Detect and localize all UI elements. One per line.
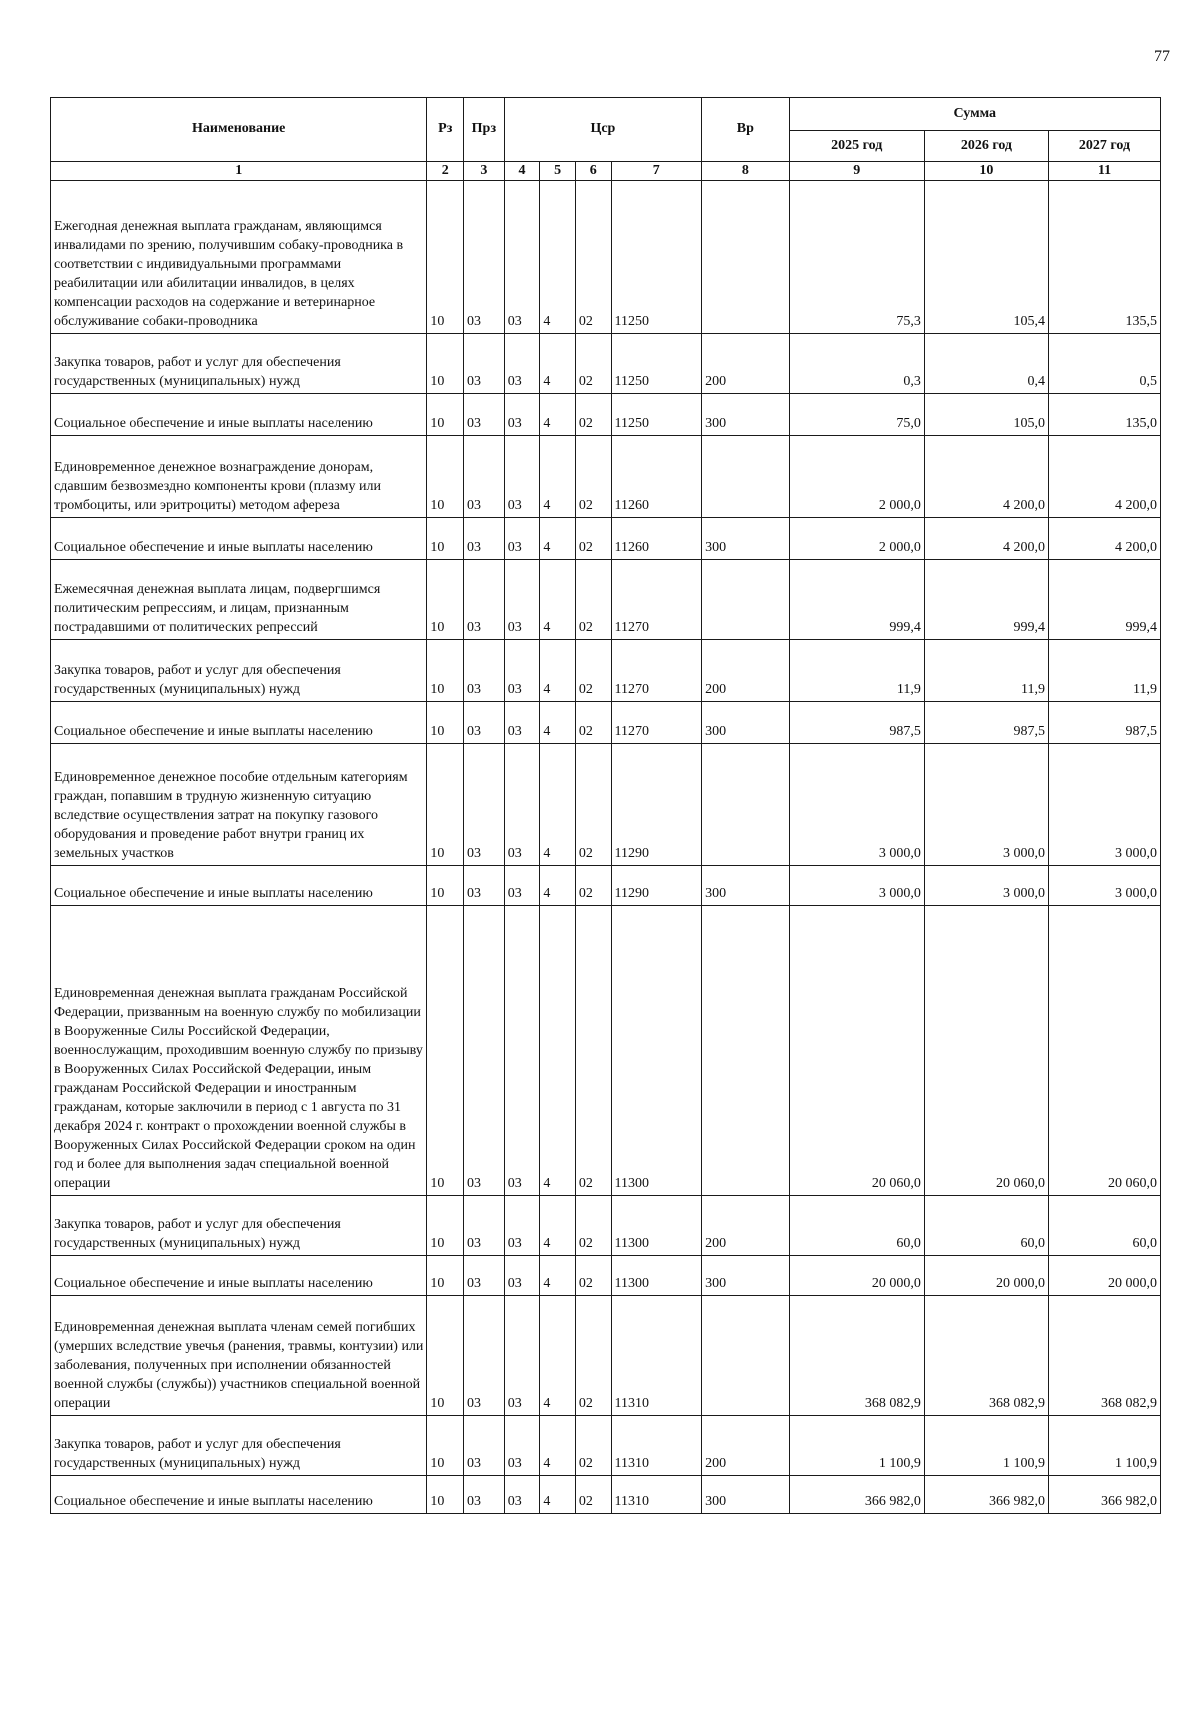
csr-part-7: 11300 [611,1256,702,1296]
amount-2026: 987,5 [924,702,1048,744]
amount-2027: 0,5 [1048,334,1160,394]
column-number: 3 [464,162,505,181]
header-csr: Цср [504,98,701,162]
amount-2025: 987,5 [789,702,924,744]
item-name: Социальное обеспечение и иные выплаты населению [51,394,427,436]
table-row [51,1296,1161,1416]
csr-part-5: 4 [540,744,576,866]
csr-part-6: 02 [575,702,611,744]
header-year-2025: 2025 год [789,131,924,162]
rz-code: 10 [427,1296,464,1416]
amount-2025: 75,3 [789,181,924,334]
item-name: Закупка товаров, работ и услуг для обеспечения государственных (муниципальных) нужд [51,1416,427,1476]
csr-part-7: 11250 [611,181,702,334]
csr-part-4: 03 [504,518,540,560]
table-row [51,518,1161,560]
table-row [51,1416,1161,1476]
vr-code: 200 [702,334,789,394]
amount-2027: 4 200,0 [1048,518,1160,560]
csr-part-4: 03 [504,744,540,866]
amount-2027: 20 060,0 [1048,906,1160,1196]
column-number: 2 [427,162,464,181]
item-name: Закупка товаров, работ и услуг для обеспечения государственных (муниципальных) нужд [51,1196,427,1256]
rz-code: 10 [427,1416,464,1476]
vr-code: 300 [702,1256,789,1296]
amount-2026: 60,0 [924,1196,1048,1256]
amount-2027: 3 000,0 [1048,866,1160,906]
csr-part-4: 03 [504,334,540,394]
amount-2026: 366 982,0 [924,1476,1048,1514]
amount-2027: 1 100,9 [1048,1416,1160,1476]
amount-2027: 11,9 [1048,640,1160,702]
csr-part-5: 4 [540,1256,576,1296]
csr-part-5: 4 [540,1196,576,1256]
csr-part-7: 11300 [611,1196,702,1256]
header-year-2026: 2026 год [924,131,1048,162]
csr-part-5: 4 [540,1476,576,1514]
rz-code: 10 [427,1256,464,1296]
rz-code: 10 [427,906,464,1196]
prz-code: 03 [464,181,505,334]
csr-part-4: 03 [504,560,540,640]
csr-part-7: 11300 [611,906,702,1196]
amount-2027: 3 000,0 [1048,744,1160,866]
vr-code: 300 [702,394,789,436]
rz-code: 10 [427,334,464,394]
table-row [51,436,1161,518]
amount-2026: 11,9 [924,640,1048,702]
csr-part-7: 11260 [611,436,702,518]
amount-2026: 3 000,0 [924,866,1048,906]
amount-2025: 3 000,0 [789,866,924,906]
csr-part-6: 02 [575,436,611,518]
csr-part-4: 03 [504,1416,540,1476]
prz-code: 03 [464,866,505,906]
header-prz: Прз [464,98,505,162]
item-name: Социальное обеспечение и иные выплаты населению [51,518,427,560]
amount-2026: 20 000,0 [924,1256,1048,1296]
csr-part-7: 11260 [611,518,702,560]
rz-code: 10 [427,518,464,560]
amount-2025: 60,0 [789,1196,924,1256]
csr-part-4: 03 [504,702,540,744]
vr-code: 200 [702,1416,789,1476]
table-row [51,394,1161,436]
csr-part-7: 11270 [611,560,702,640]
csr-part-4: 03 [504,1476,540,1514]
rz-code: 10 [427,640,464,702]
table-body [51,181,1161,1514]
csr-part-6: 02 [575,1296,611,1416]
csr-part-5: 4 [540,394,576,436]
csr-part-6: 02 [575,744,611,866]
amount-2027: 135,5 [1048,181,1160,334]
csr-part-7: 11310 [611,1296,702,1416]
vr-code [702,436,789,518]
csr-part-5: 4 [540,640,576,702]
amount-2027: 366 982,0 [1048,1476,1160,1514]
csr-part-6: 02 [575,866,611,906]
header-vr: Вр [702,98,789,162]
prz-code: 03 [464,436,505,518]
vr-code: 200 [702,640,789,702]
prz-code: 03 [464,906,505,1196]
csr-part-7: 11250 [611,394,702,436]
csr-part-7: 11290 [611,744,702,866]
vr-code [702,560,789,640]
amount-2027: 135,0 [1048,394,1160,436]
csr-part-6: 02 [575,560,611,640]
amount-2025: 20 000,0 [789,1256,924,1296]
csr-part-6: 02 [575,640,611,702]
csr-part-4: 03 [504,1296,540,1416]
rz-code: 10 [427,394,464,436]
csr-part-4: 03 [504,866,540,906]
table-row [51,334,1161,394]
csr-part-6: 02 [575,334,611,394]
item-name: Единовременное денежное пособие отдельным категориям граждан, попавшим в трудную жизненную ситуацию вследствие осуществления затрат на покупку газового оборудования и проведение работ внутри границ их земельных участков [51,744,427,866]
item-name: Единовременная денежная выплата членам семей погибших (умерших вследствие увечья (ранения, травмы, контузии) или заболевания, полученных при исполнении обязанностей военной службы (службы)) участников специальной военной операции [51,1296,427,1416]
table-row [51,866,1161,906]
csr-part-5: 4 [540,702,576,744]
table-header [51,98,1161,181]
budget-table [50,97,1161,1514]
vr-code: 300 [702,866,789,906]
csr-part-5: 4 [540,906,576,1196]
header-rz: Рз [427,98,464,162]
item-name: Единовременное денежное вознаграждение донорам, сдавшим безвозмездно компоненты крови (плазму или тромбоциты, или эритроциты) методом афереза [51,436,427,518]
csr-part-5: 4 [540,518,576,560]
prz-code: 03 [464,394,505,436]
vr-code: 300 [702,1476,789,1514]
prz-code: 03 [464,518,505,560]
column-number: 9 [789,162,924,181]
csr-part-6: 02 [575,394,611,436]
rz-code: 10 [427,436,464,518]
table-row [51,1476,1161,1514]
csr-part-5: 4 [540,560,576,640]
amount-2026: 105,0 [924,394,1048,436]
amount-2026: 4 200,0 [924,436,1048,518]
csr-part-7: 11290 [611,866,702,906]
item-name: Единовременная денежная выплата гражданам Российской Федерации, призванным на военную службу по мобилизации в Вооруженные Силы Российской Федерации, военнослужащим, проходившим военную службу по призыву в Вооруженных Силах Российской Федерации, иным гражданам Российской Федерации и иностранным гражданам, которые заключили в период с 1 августа по 31 декабря 2024 г. контракт о прохождении военной службы в Вооруженных Силах Российской Федерации сроком на один год и более для выполнения задач специальной военной операции [51,906,427,1196]
csr-part-6: 02 [575,1416,611,1476]
amount-2025: 75,0 [789,394,924,436]
item-name: Социальное обеспечение и иные выплаты населению [51,702,427,744]
table-row [51,702,1161,744]
amount-2026: 105,4 [924,181,1048,334]
csr-part-5: 4 [540,1416,576,1476]
csr-part-4: 03 [504,394,540,436]
amount-2025: 2 000,0 [789,518,924,560]
column-number: 6 [575,162,611,181]
amount-2025: 2 000,0 [789,436,924,518]
csr-part-7: 11310 [611,1416,702,1476]
vr-code: 300 [702,518,789,560]
vr-code [702,906,789,1196]
page-number: 77 [1154,48,1170,65]
amount-2027: 999,4 [1048,560,1160,640]
csr-part-4: 03 [504,1196,540,1256]
column-number: 1 [51,162,427,181]
item-name: Социальное обеспечение и иные выплаты населению [51,866,427,906]
csr-part-5: 4 [540,436,576,518]
table-row [51,1256,1161,1296]
csr-part-4: 03 [504,436,540,518]
amount-2025: 368 082,9 [789,1296,924,1416]
prz-code: 03 [464,1196,505,1256]
table-row [51,906,1161,1196]
rz-code: 10 [427,1196,464,1256]
csr-part-5: 4 [540,866,576,906]
amount-2026: 999,4 [924,560,1048,640]
csr-part-6: 02 [575,906,611,1196]
csr-part-6: 02 [575,518,611,560]
vr-code [702,181,789,334]
column-numbers-row [51,162,1161,181]
csr-part-4: 03 [504,906,540,1196]
csr-part-6: 02 [575,1476,611,1514]
column-number: 4 [504,162,540,181]
table-row [51,181,1161,334]
prz-code: 03 [464,1416,505,1476]
prz-code: 03 [464,640,505,702]
item-name: Социальное обеспечение и иные выплаты населению [51,1476,427,1514]
rz-code: 10 [427,181,464,334]
vr-code [702,1296,789,1416]
item-name: Ежемесячная денежная выплата лицам, подвергшимся политическим репрессиям, и лицам, признанным пострадавшими от политических репрессий [51,560,427,640]
csr-part-4: 03 [504,181,540,334]
table-row [51,1196,1161,1256]
table-row [51,560,1161,640]
column-number: 5 [540,162,576,181]
prz-code: 03 [464,334,505,394]
csr-part-5: 4 [540,1296,576,1416]
amount-2025: 3 000,0 [789,744,924,866]
rz-code: 10 [427,866,464,906]
amount-2027: 987,5 [1048,702,1160,744]
amount-2027: 4 200,0 [1048,436,1160,518]
prz-code: 03 [464,1256,505,1296]
item-name: Закупка товаров, работ и услуг для обеспечения государственных (муниципальных) нужд [51,640,427,702]
csr-part-7: 11250 [611,334,702,394]
table-row [51,744,1161,866]
amount-2025: 999,4 [789,560,924,640]
csr-part-6: 02 [575,1256,611,1296]
csr-part-4: 03 [504,1256,540,1296]
csr-part-6: 02 [575,1196,611,1256]
rz-code: 10 [427,560,464,640]
prz-code: 03 [464,744,505,866]
prz-code: 03 [464,560,505,640]
vr-code: 300 [702,702,789,744]
rz-code: 10 [427,1476,464,1514]
header-year-2027: 2027 год [1048,131,1160,162]
csr-part-5: 4 [540,334,576,394]
vr-code: 200 [702,1196,789,1256]
amount-2026: 4 200,0 [924,518,1048,560]
csr-part-4: 03 [504,640,540,702]
amount-2025: 366 982,0 [789,1476,924,1514]
csr-part-7: 11310 [611,1476,702,1514]
amount-2026: 3 000,0 [924,744,1048,866]
header-sum: Сумма [789,98,1160,131]
rz-code: 10 [427,702,464,744]
rz-code: 10 [427,744,464,866]
amount-2025: 1 100,9 [789,1416,924,1476]
csr-part-7: 11270 [611,640,702,702]
amount-2027: 368 082,9 [1048,1296,1160,1416]
amount-2027: 60,0 [1048,1196,1160,1256]
table-row [51,640,1161,702]
column-number: 8 [702,162,789,181]
amount-2025: 0,3 [789,334,924,394]
amount-2025: 20 060,0 [789,906,924,1196]
amount-2026: 1 100,9 [924,1416,1048,1476]
vr-code [702,744,789,866]
amount-2026: 368 082,9 [924,1296,1048,1416]
column-number: 10 [924,162,1048,181]
csr-part-7: 11270 [611,702,702,744]
header-name: Наименование [51,98,427,162]
item-name: Социальное обеспечение и иные выплаты населению [51,1256,427,1296]
csr-part-6: 02 [575,181,611,334]
prz-code: 03 [464,702,505,744]
prz-code: 03 [464,1476,505,1514]
csr-part-5: 4 [540,181,576,334]
amount-2027: 20 000,0 [1048,1256,1160,1296]
amount-2026: 0,4 [924,334,1048,394]
amount-2026: 20 060,0 [924,906,1048,1196]
prz-code: 03 [464,1296,505,1416]
column-number: 11 [1048,162,1160,181]
column-number: 7 [611,162,702,181]
item-name: Ежегодная денежная выплата гражданам, являющимся инвалидами по зрению, получившим собаку-проводника в соответствии с индивидуальными программами реабилитации или абилитации инвалидов, в целях компенсации расходов на содержание и ветеринарное обслуживание собаки-проводника [51,181,427,334]
amount-2025: 11,9 [789,640,924,702]
item-name: Закупка товаров, работ и услуг для обеспечения государственных (муниципальных) нужд [51,334,427,394]
